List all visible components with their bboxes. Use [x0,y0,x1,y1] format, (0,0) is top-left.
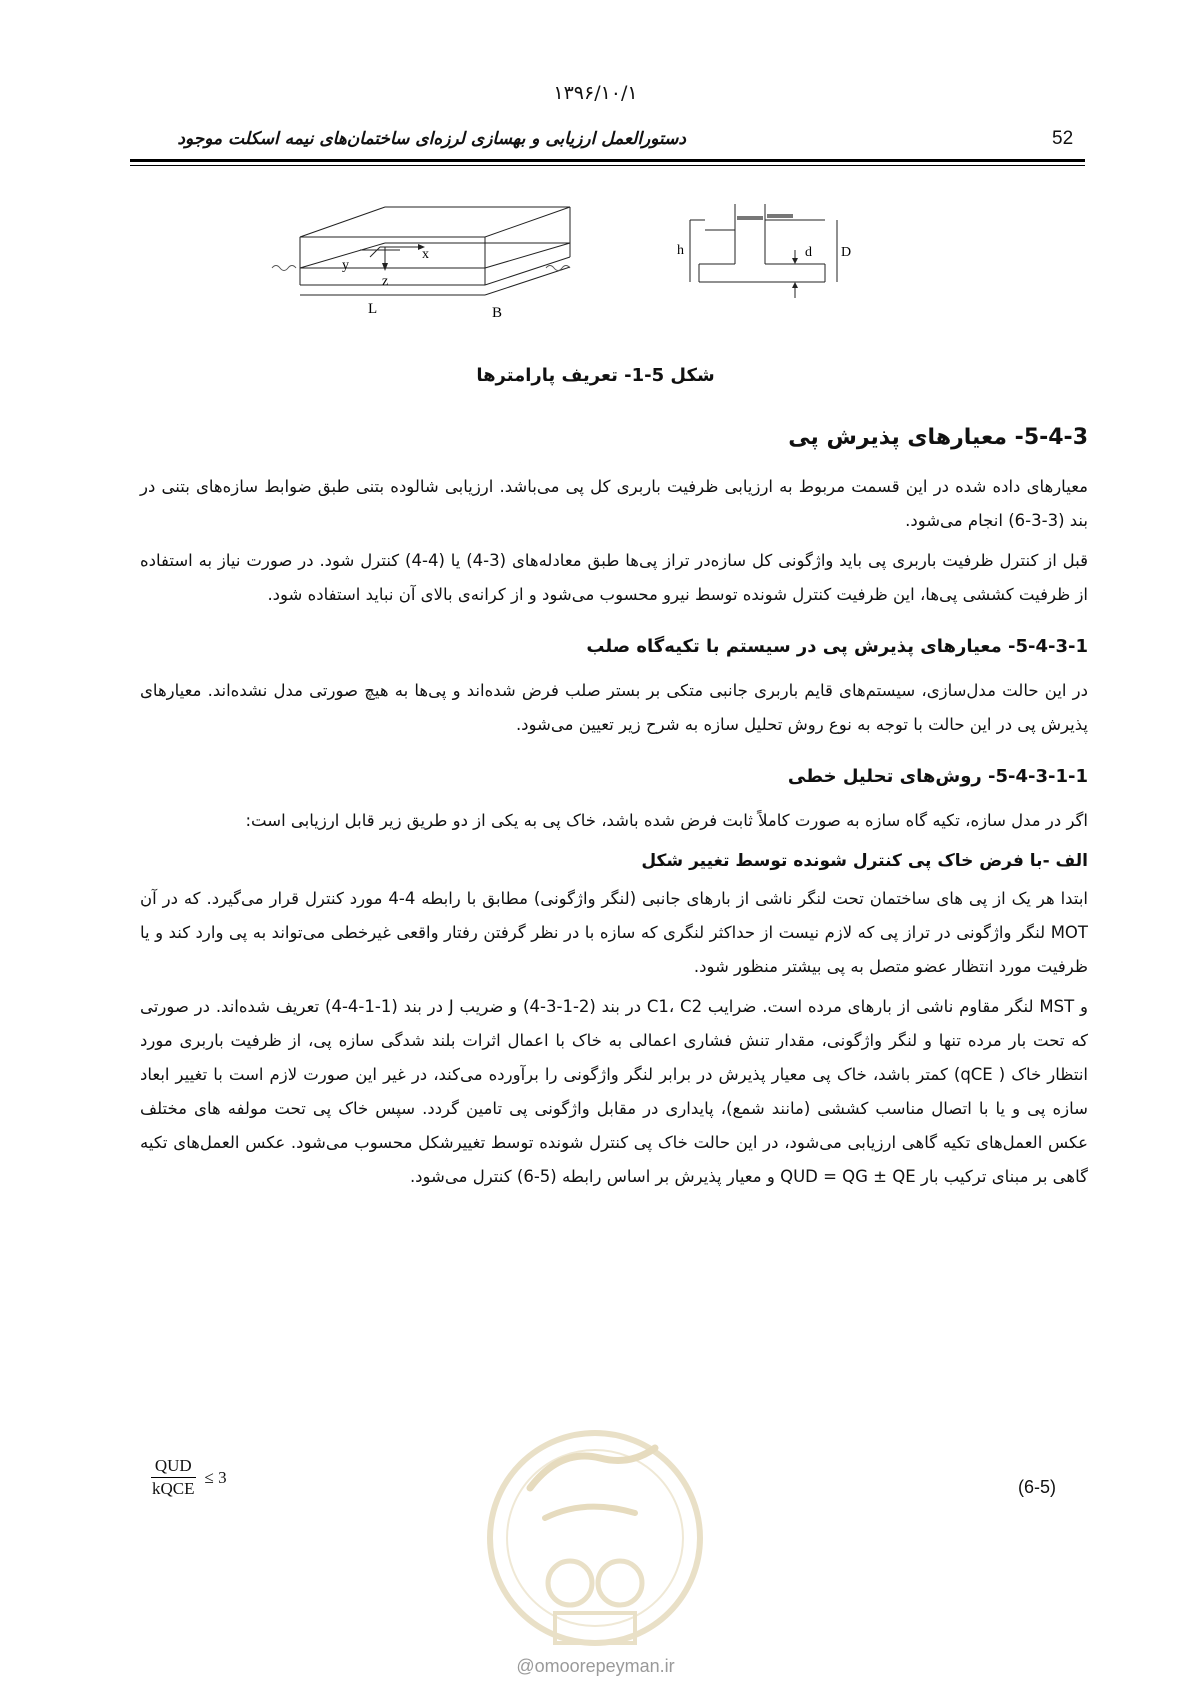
running-title: دستورالعمل ارزیابی و بهسازی لرزه‌ای ساختمان‌های نیمه اسکلت موجود [177,129,686,149]
section-title-rigid-support: 5-4-3-1- معیارهای پذیرش پی در سیستم با تکیه‌گاه صلب [586,636,1088,657]
equation-6-5 [148,1455,227,1500]
document-date: ۱۳۹۶/۱۰/۱ [553,82,638,104]
equation-denominator: kQCE [152,1479,195,1498]
axis-x-label: x [422,247,429,262]
height-label: h [677,243,684,258]
paragraph-overturning: قبل از کنترل ظرفیت باربری پی باید واژگونی کل سازه‌در تراز پی‌ها طبق معادله‌های (3-4) یا (4-4) کنترل شود. در صورت نیاز به استفاده از ظرفیت کششی پی‌ها، این ظرفیت کنترل شونده توسط نیرو محسوب می‌شود و از کرانه‌ی بالای آن نباید استفاده شود. [140,551,1089,604]
equation-fraction [148,1455,199,1500]
paragraph-rigid-support: در این حالت مدل‌سازی، سیستم‌های قایم باربری جانبی متکی بر بستر صلب فرض شده‌اند و پی‌ها به هیچ صورتی مدل نشده‌اند. معیارهای پذیرش پی در این حالت با توجه به نوع روش تحلیل سازه به شرح زیر تعیین می‌شود. [140,681,1088,734]
page-number: 52 [1052,128,1074,149]
equation-relation: ≤ 3 [204,1467,227,1487]
paragraph-linear-intro: اگر در مدل سازه، تکیه گاه سازه به صورت کاملاً ثابت فرض شده باشد، خاک پی به یکی از دو طریق زیر قابل ارزیابی است: [245,811,1088,830]
header-rule-thin [130,165,1085,166]
subheading-alef: الف -با فرض خاک پی کنترل شونده توسط تغییر شکل [641,851,1088,871]
footing-section-diagram [677,202,925,327]
paragraph-resisting-moment: و MST لنگر مقاوم ناشی از بارهای مرده است. ضرایب C1، C2 در بند (2-1-3-4) و ضریب J در بند (1-1-4-4) تعریف شده‌اند. در صورتی که تحت بار مرده تنها و لنگر واژگونی، مقدار تنش فشاری اعمالی به خاک با اعمال اثرات بلند شدگی سازه پی، از ظرفیت باربری مورد انتظار خاک ( qCE) کمتر باشد، خاک پی معیار پذیرش در برابر لنگر واژگونی را برآورده می‌کند، در غیر این صورت لازم است با تغییر ابعاد سازه پی و یا با اتصال مناسب کششی (مانند شمع)، پایداری در مقابل واژگونی پی تامین گردد. سپس خاک پی تحت مولفه های مختلف عکس العمل‌های تکیه گاهی ارزیابی می‌شود، در این حالت خاک پی کنترل شونده توسط تغییرشکل محسوب می‌شود. عکس العمل‌های تکیه گاهی بر مبنای ترکیب بار QUD = QG ± QE و معیار پذیرش بر اساس رابطه (5-6) کنترل می‌شود. [140,997,1088,1186]
length-label: L [368,301,378,317]
watermark-site: @omoorepeyman.ir [516,1656,675,1676]
axis-y-label: y [342,258,349,273]
depth-small-label: d [805,245,812,260]
section-title-linear-analysis: 5-4-3-1-1- روش‌های تحلیل خطی [787,766,1088,787]
header-rule-thick [130,159,1085,162]
main-content [140,420,1088,1200]
equation-numerator: QUD [151,1455,196,1478]
depth-label: D [841,245,852,260]
axis-z-label: z [382,274,389,289]
figure-caption: شکل 5-1- تعریف پارامترها [476,365,715,386]
width-label: B [492,305,503,321]
paragraph-criteria-intro: معیارهای داده شده در این قسمت مربوط به ارزیابی ظرفیت باربری کل پی می‌باشد. ارزیابی شالوده بتنی طبق ضوابط سازه‌های بتنی در بند (3-3-6) انجام می‌شود. [140,477,1088,530]
equation-number: (6-5) [1018,1477,1057,1497]
paragraph-overturning-moment: ابتدا هر یک از پی های ساختمان تحت لنگر ناشی از بارهای جانبی (لنگر واژگونی) مطابق با رابطه 4-4 مورد کنترل قرار می‌گیرد. که در آن MOT لنگر واژگونی در تراز پی که لازم نیست از حداکثر لنگری که سازه با در نظر گرفتن رفتار واقعی غیرخطی می‌تواند به پی وارد کند و یا ظرفیت مورد انتظار عضو متصل به پی بیشتر منظور شود. [140,889,1089,976]
footing-box-diagram [270,195,590,325]
watermark-logo [470,1408,720,1678]
section-title-acceptance-criteria: 5-4-3- معیارهای پذیرش پی [788,425,1088,450]
